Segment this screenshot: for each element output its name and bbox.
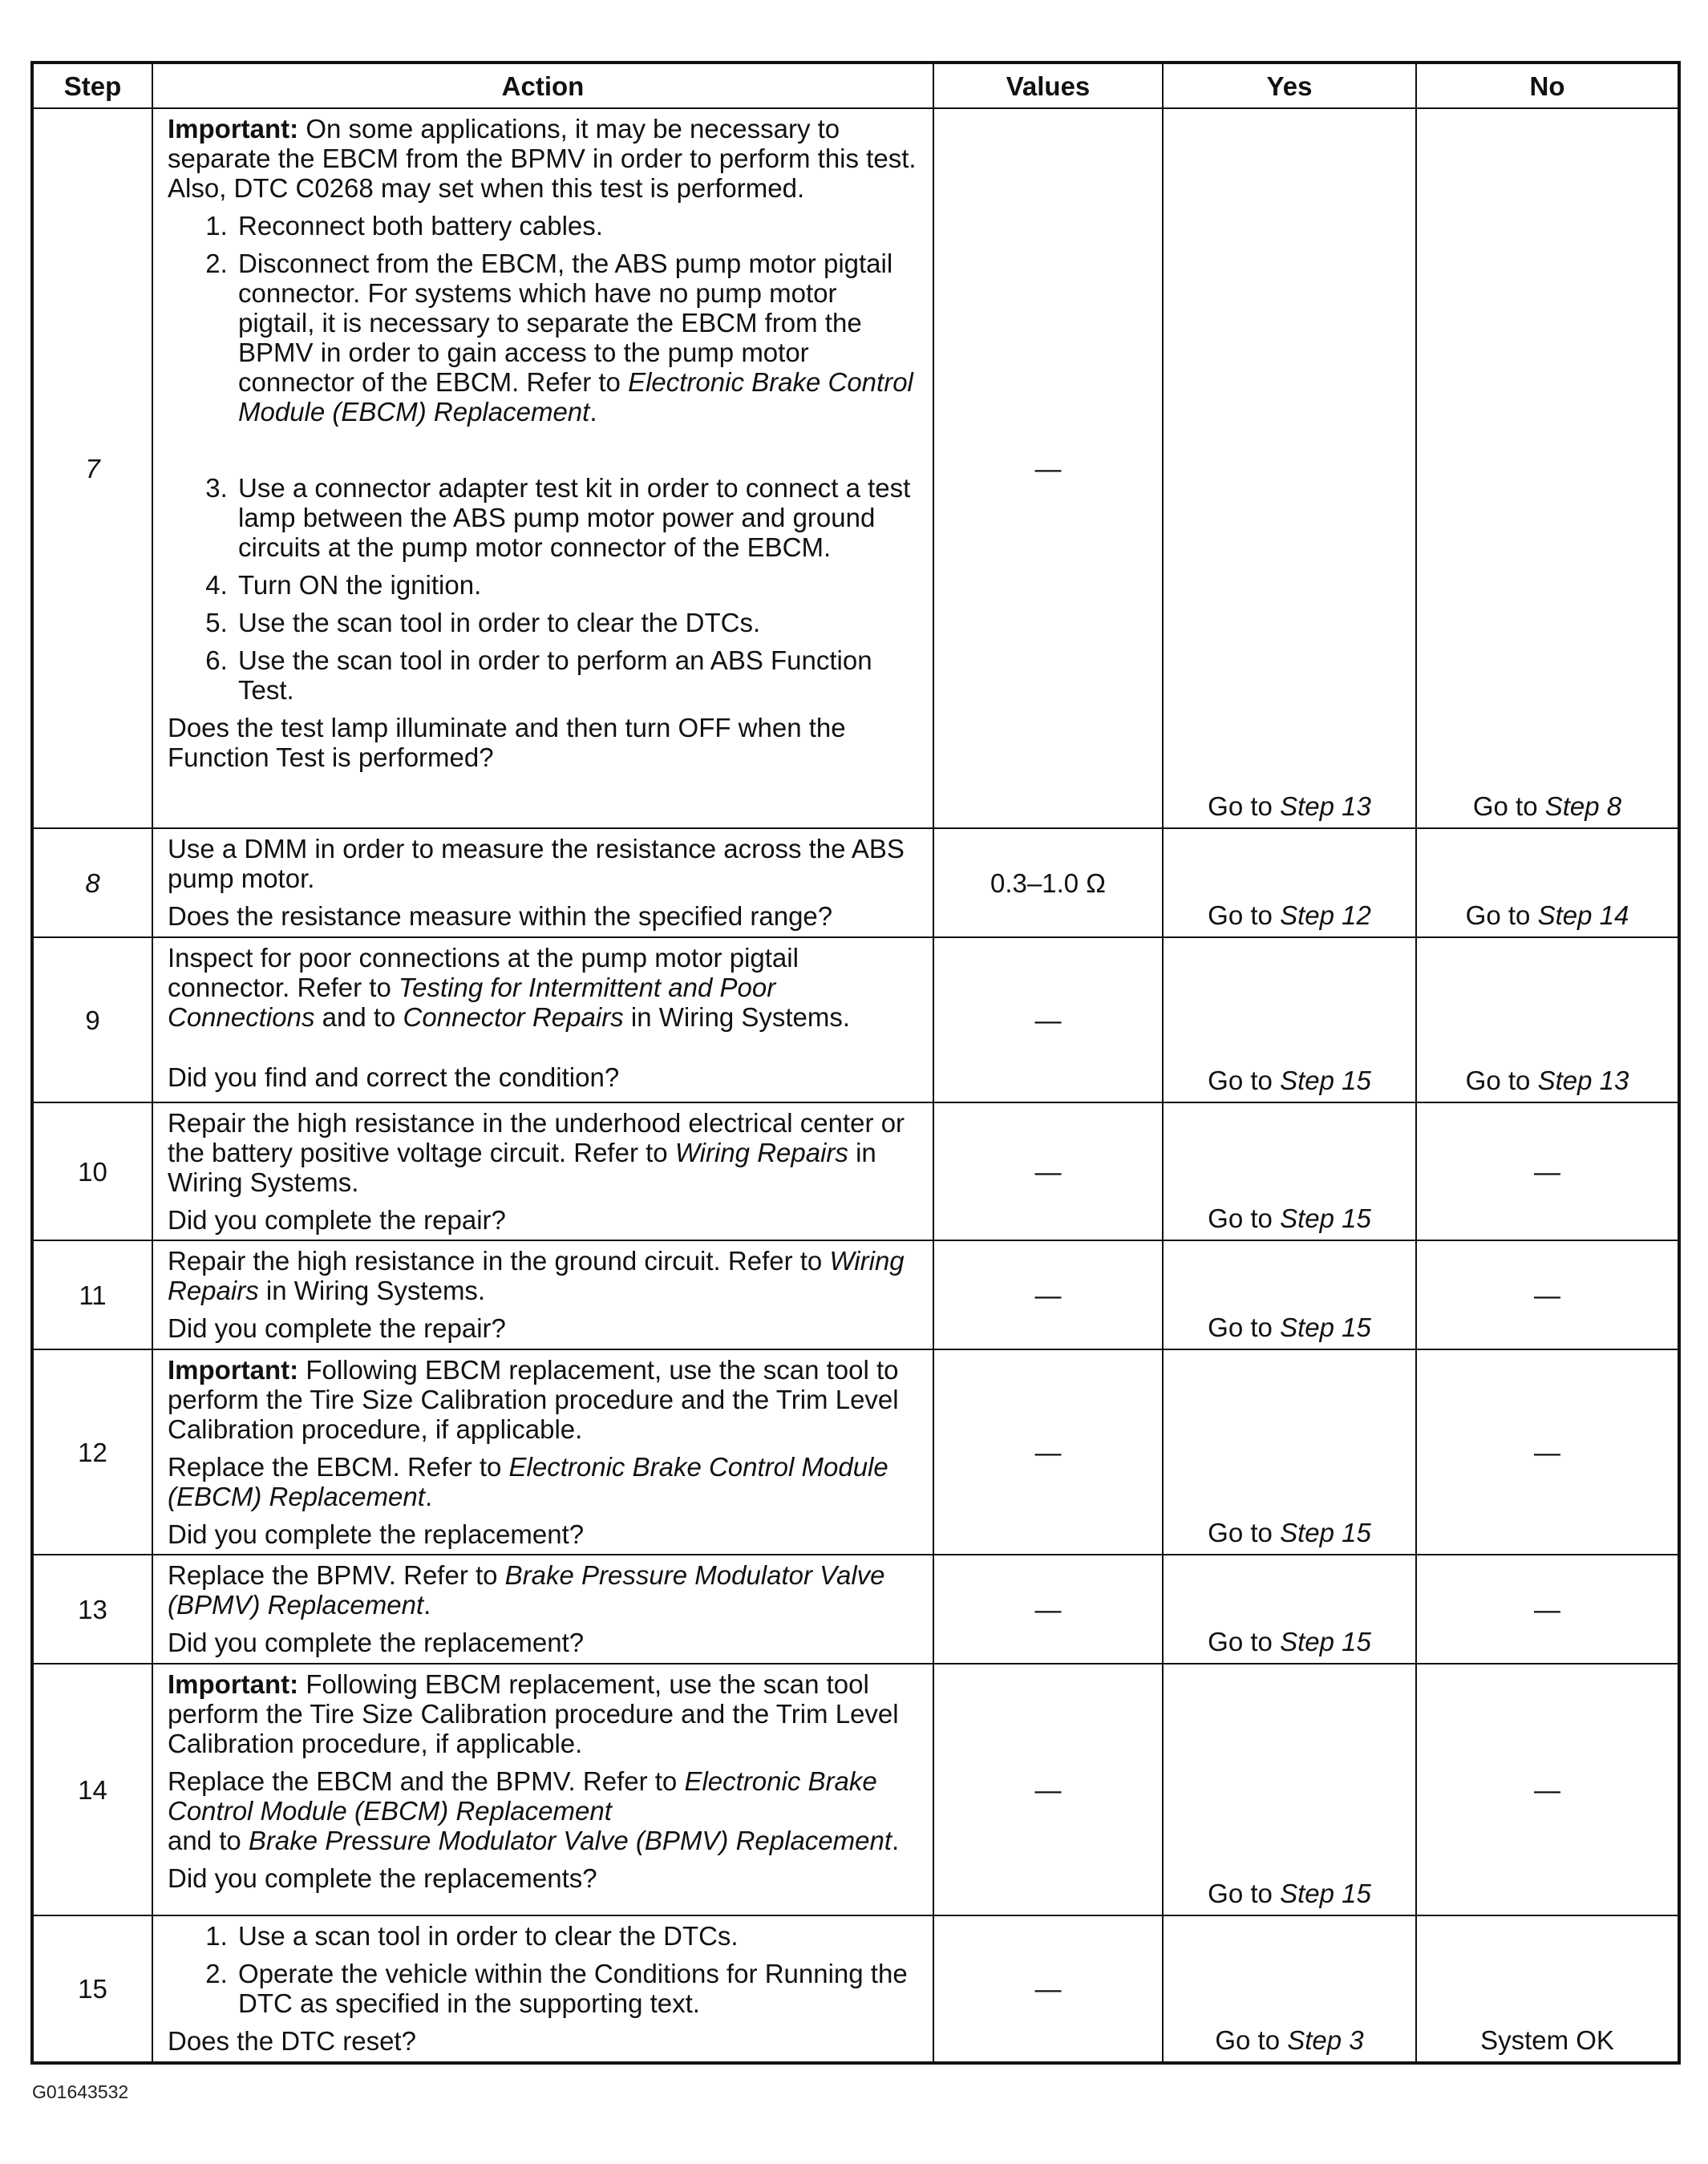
instruction: Use a DMM in order to measure the resistance across the ABS pump motor. bbox=[168, 834, 905, 893]
values-cell: 0.3–1.0 Ω bbox=[933, 828, 1163, 937]
goto-label: Go to bbox=[1208, 1518, 1281, 1547]
list-item: 6. Use the scan tool in order to perform an ABS Function Test. bbox=[235, 645, 918, 705]
goto-label: Go to bbox=[1215, 2025, 1288, 2055]
reference-link: Electronic Brake Control Module (EBCM) Replacement bbox=[168, 1452, 888, 1511]
values-cell: — bbox=[933, 1349, 1163, 1555]
no-cell: — bbox=[1416, 1240, 1679, 1349]
question: Does the test lamp illuminate and then turn OFF when the Function Test is performed? bbox=[168, 713, 846, 772]
header-yes: Yes bbox=[1163, 63, 1416, 108]
header-action: Action bbox=[152, 63, 933, 108]
instruction-text: Replace the BPMV. Refer to bbox=[168, 1560, 505, 1590]
important-label: Important: bbox=[168, 114, 299, 144]
important-label: Important: bbox=[168, 1669, 299, 1699]
values-cell: — bbox=[933, 1915, 1163, 2063]
instruction-text: Repair the high resistance in the ground circuit. Refer to bbox=[168, 1246, 830, 1276]
reference-link: Electronic Brake Control Module (EBCM) Replacement bbox=[238, 367, 913, 427]
question: Does the resistance measure within the specified range? bbox=[168, 901, 833, 931]
table-row-step-7 bbox=[32, 108, 1679, 828]
no-cell bbox=[1416, 108, 1679, 828]
goto-label: Go to bbox=[1208, 1203, 1281, 1233]
list-item: 1. Reconnect both battery cables. bbox=[235, 211, 918, 241]
instruction-text: in Wiring Systems. bbox=[168, 1138, 876, 1197]
instruction-text: and to bbox=[314, 1002, 403, 1032]
procedure-list bbox=[168, 1921, 918, 2018]
important-text: Following EBCM replacement, use the scan tool perform the Tire Size Calibration procedure and the Trim Level Calibration procedure, if applicable. bbox=[168, 1669, 899, 1758]
instruction: Replace the EBCM and the BPMV. Refer to Electronic Brake Control Module (EBCM) Replacement and to Brake Pressure Modulator Valve (BPMV) Replacement. bbox=[168, 1766, 900, 1855]
no-cell: — bbox=[1416, 1349, 1679, 1555]
action-cell bbox=[152, 1240, 933, 1349]
goto-label: Go to bbox=[1208, 1879, 1281, 1908]
yes-cell bbox=[1163, 937, 1416, 1102]
instruction-text: Replace the EBCM and the BPMV. Refer to bbox=[168, 1766, 685, 1796]
reference-link: Electronic Brake Control Module (EBCM) Replacement bbox=[168, 1766, 877, 1826]
goto-label: Go to bbox=[1208, 791, 1281, 821]
step-number: 15 bbox=[32, 1915, 152, 2063]
no-cell bbox=[1416, 937, 1679, 1102]
values-cell: — bbox=[933, 1240, 1163, 1349]
list-item: 1. Use a scan tool in order to clear the DTCs. bbox=[235, 1921, 918, 1951]
instruction bbox=[168, 943, 918, 1032]
goto-step: Step 13 bbox=[1537, 1066, 1629, 1095]
table-row-step-13 bbox=[32, 1555, 1679, 1664]
goto-label: Go to bbox=[1208, 900, 1281, 930]
step-number: 11 bbox=[32, 1240, 152, 1349]
values-cell: — bbox=[933, 1664, 1163, 1915]
table-row-step-9 bbox=[32, 937, 1679, 1102]
goto-step: Step 15 bbox=[1280, 1627, 1371, 1656]
yes-cell bbox=[1163, 1102, 1416, 1240]
reference-link: Wiring Repairs bbox=[674, 1138, 848, 1167]
question: Did you find and correct the condition? bbox=[168, 1062, 620, 1092]
step-number: 8 bbox=[32, 828, 152, 937]
action-cell bbox=[152, 1555, 933, 1664]
action-cell bbox=[152, 937, 933, 1102]
goto-step: Step 3 bbox=[1287, 2025, 1364, 2055]
yes-cell bbox=[1163, 1240, 1416, 1349]
list-item: 2. Operate the vehicle within the Conditions for Running the DTC as specified in the supporting text. bbox=[235, 1959, 918, 2018]
instruction: Replace the EBCM. Refer to Electronic Brake Control Module (EBCM) Replacement. bbox=[168, 1452, 888, 1511]
values-cell: — bbox=[933, 937, 1163, 1102]
question: Did you complete the replacements? bbox=[168, 1863, 597, 1893]
goto-step: Step 15 bbox=[1280, 1313, 1371, 1342]
yes-cell bbox=[1163, 1915, 1416, 2063]
important-text: Following EBCM replacement, use the scan tool to perform the Tire Size Calibration procedure and the Trim Level Calibration procedure, if applicable. bbox=[168, 1355, 899, 1444]
values-cell: — bbox=[933, 1555, 1163, 1664]
step-number: 9 bbox=[32, 937, 152, 1102]
yes-cell bbox=[1163, 108, 1416, 828]
question: Did you complete the replacement? bbox=[168, 1628, 585, 1657]
reference-link: Brake Pressure Modulator Valve (BPMV) Replacement bbox=[168, 1560, 885, 1620]
list-item: 4. Turn ON the ignition. bbox=[235, 570, 918, 600]
instruction-text: and to bbox=[168, 1826, 249, 1855]
table-row-step-11 bbox=[32, 1240, 1679, 1349]
instruction: Replace the BPMV. Refer to Brake Pressure Modulator Valve (BPMV) Replacement. bbox=[168, 1560, 885, 1620]
action-cell bbox=[152, 1915, 933, 2063]
goto-label: Go to bbox=[1465, 1066, 1538, 1095]
step-number: 12 bbox=[32, 1349, 152, 1555]
important-note bbox=[168, 114, 918, 203]
instruction-text: in Wiring Systems. bbox=[623, 1002, 851, 1032]
values-cell: — bbox=[933, 1102, 1163, 1240]
instruction-text: in Wiring Systems. bbox=[258, 1276, 486, 1305]
no-cell: System OK bbox=[1416, 1915, 1679, 2063]
no-cell: — bbox=[1416, 1664, 1679, 1915]
goto-step: Step 15 bbox=[1280, 1518, 1371, 1547]
reference-link: Brake Pressure Modulator Valve (BPMV) Replacement bbox=[248, 1826, 892, 1855]
reference-link: Wiring Repairs bbox=[168, 1246, 905, 1305]
table-row-step-12 bbox=[32, 1349, 1679, 1555]
action-cell bbox=[152, 828, 933, 937]
no-cell: — bbox=[1416, 1555, 1679, 1664]
action-cell bbox=[152, 1102, 933, 1240]
goto-step: Step 8 bbox=[1544, 791, 1622, 821]
header-no: No bbox=[1416, 63, 1679, 108]
values-cell: — bbox=[933, 108, 1163, 828]
goto-step: Step 12 bbox=[1280, 900, 1371, 930]
step-number: 10 bbox=[32, 1102, 152, 1240]
yes-cell bbox=[1163, 828, 1416, 937]
reference-link: Connector Repairs bbox=[403, 1002, 624, 1032]
header-values: Values bbox=[933, 63, 1163, 108]
header-step: Step bbox=[32, 63, 152, 108]
table-row-step-14 bbox=[32, 1664, 1679, 1915]
goto-label: Go to bbox=[1472, 791, 1545, 821]
goto-step: Step 14 bbox=[1537, 900, 1629, 930]
step-number: 14 bbox=[32, 1664, 152, 1915]
important-note bbox=[168, 1669, 918, 1758]
goto-step: Step 15 bbox=[1280, 1066, 1371, 1095]
action-cell bbox=[152, 1349, 933, 1555]
goto-step: Step 15 bbox=[1280, 1203, 1371, 1233]
yes-cell bbox=[1163, 1555, 1416, 1664]
no-cell bbox=[1416, 828, 1679, 937]
instruction bbox=[168, 1108, 918, 1197]
step-number: 13 bbox=[32, 1555, 152, 1664]
yes-cell bbox=[1163, 1664, 1416, 1915]
list-item: 5. Use the scan tool in order to clear the DTCs. bbox=[235, 608, 918, 637]
yes-cell bbox=[1163, 1349, 1416, 1555]
important-note bbox=[168, 1355, 918, 1444]
goto-label: Go to bbox=[1465, 900, 1538, 930]
instruction-text: Inspect for poor connections at the pump motor pigtail connector. Refer to bbox=[168, 943, 799, 1002]
question: Does the DTC reset? bbox=[168, 2026, 416, 2056]
goto-label: Go to bbox=[1208, 1066, 1281, 1095]
important-label: Important: bbox=[168, 1355, 299, 1385]
list-item: 2. Disconnect from the EBCM, the ABS pump motor pigtail connector. For systems which have no pump motor pigtail, it is necessary to separate the EBCM from the BPMV in order to gain access to the pump motor connector of the EBCM. Refer to Electronic Brake Control Module (EBCM) Replacement. bbox=[235, 249, 918, 465]
action-cell bbox=[152, 1664, 933, 1915]
table-row-step-8 bbox=[32, 828, 1679, 937]
no-cell: — bbox=[1416, 1102, 1679, 1240]
question: Did you complete the replacement? bbox=[168, 1519, 585, 1549]
diagnostic-table bbox=[30, 61, 1681, 2065]
goto-step: Step 15 bbox=[1280, 1879, 1371, 1908]
table-row-step-10 bbox=[32, 1102, 1679, 1240]
reference-link: Testing for Intermittent and Poor Connections bbox=[168, 973, 776, 1032]
table-row-step-15 bbox=[32, 1915, 1679, 2063]
list-item: 3. Use a connector adapter test kit in order to connect a test lamp between the ABS pump motor power and ground circuits at the pump motor connector of the EBCM. bbox=[235, 473, 918, 562]
question: Did you complete the repair? bbox=[168, 1313, 506, 1343]
figure-id: G01643532 bbox=[32, 2081, 129, 2102]
list-item-text: Disconnect from the EBCM, the ABS pump motor pigtail connector. For systems which have no pump motor pigtail, it is necessary to separate the EBCM from the BPMV in order to gain access to the pump motor connector of the EBCM. Refer to bbox=[238, 249, 893, 397]
question: Did you complete the repair? bbox=[168, 1205, 506, 1235]
step-number: 7 bbox=[32, 108, 152, 828]
goto-label: Go to bbox=[1208, 1627, 1281, 1656]
goto-step: Step 13 bbox=[1280, 791, 1371, 821]
important-text: On some applications, it may be necessary to separate the EBCM from the BPMV in order to perform this test. Also, DTC C0268 may set when this test is performed. bbox=[168, 114, 917, 203]
instruction bbox=[168, 1246, 918, 1305]
instruction-text: Replace the EBCM. Refer to bbox=[168, 1452, 509, 1482]
procedure-list bbox=[168, 211, 918, 705]
table-header-row bbox=[32, 63, 1679, 108]
goto-label: Go to bbox=[1208, 1313, 1281, 1342]
instruction-text: Repair the high resistance in the underhood electrical center or the battery positive voltage circuit. Refer to bbox=[168, 1108, 905, 1167]
action-cell bbox=[152, 108, 933, 828]
